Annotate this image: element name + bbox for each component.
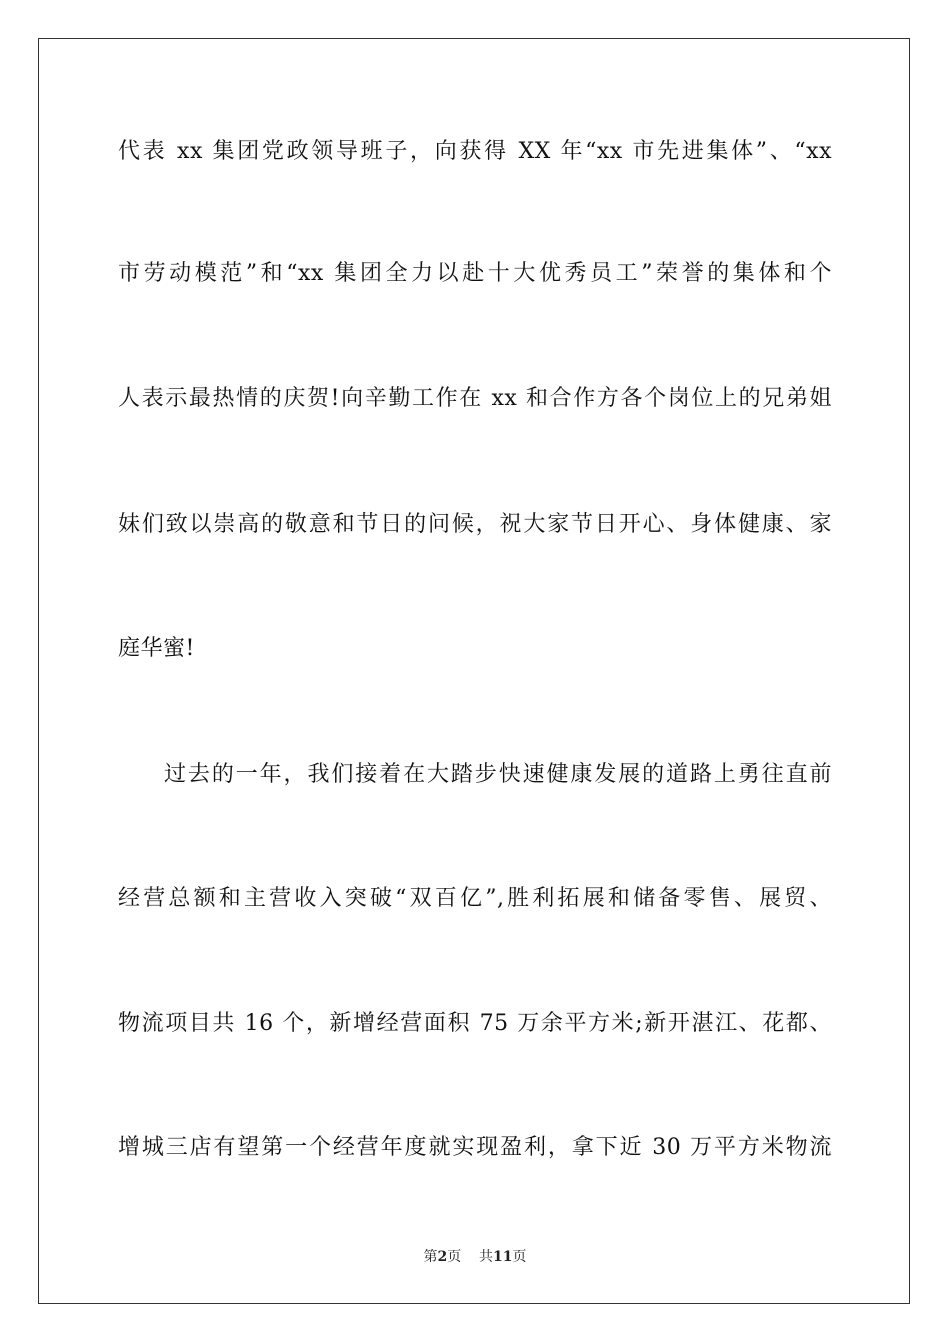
total-label-suffix: 页 (512, 1249, 527, 1265)
page-border (38, 38, 910, 1304)
text-line: 物流项目共 16 个，新增经营面积 75 万余平方米;新开湛江、花都、 (118, 1011, 833, 1036)
page-label-prefix: 第 (423, 1249, 438, 1265)
current-page-number: 2 (437, 1249, 448, 1265)
text-line: 人表示最热情的庆贺!向辛勤工作在 xx 和合作方各个岗位上的兄弟姐 (118, 386, 832, 411)
text-line: 市劳动模范”和“xx 集团全力以赴十大优秀员工”荣誉的集体和个 (118, 261, 832, 286)
total-page-number: 11 (493, 1249, 513, 1265)
text-line: 妹们致以崇高的敬意和节日的问候，祝大家节日开心、身体健康、家 (118, 512, 832, 537)
page-label-suffix: 页 (447, 1249, 462, 1265)
paragraph-first-line: 过去的一年，我们接着在大踏步快速健康发展的道路上勇往直前 (164, 762, 832, 787)
total-label-prefix: 共 (479, 1249, 494, 1265)
text-line: 增城三店有望第一个经营年度就实现盈利，拿下近 30 万平方米物流 (118, 1135, 832, 1160)
page-footer (0, 1248, 950, 1266)
text-line: 经营总额和主营收入突破“双百亿”,胜利拓展和储备零售、展贸、 (118, 886, 832, 911)
text-line: 代表 xx 集团党政领导班子，向获得 XX 年“xx 市先进集体”、“xx (118, 139, 832, 164)
text-line: 庭华蜜! (118, 636, 195, 661)
